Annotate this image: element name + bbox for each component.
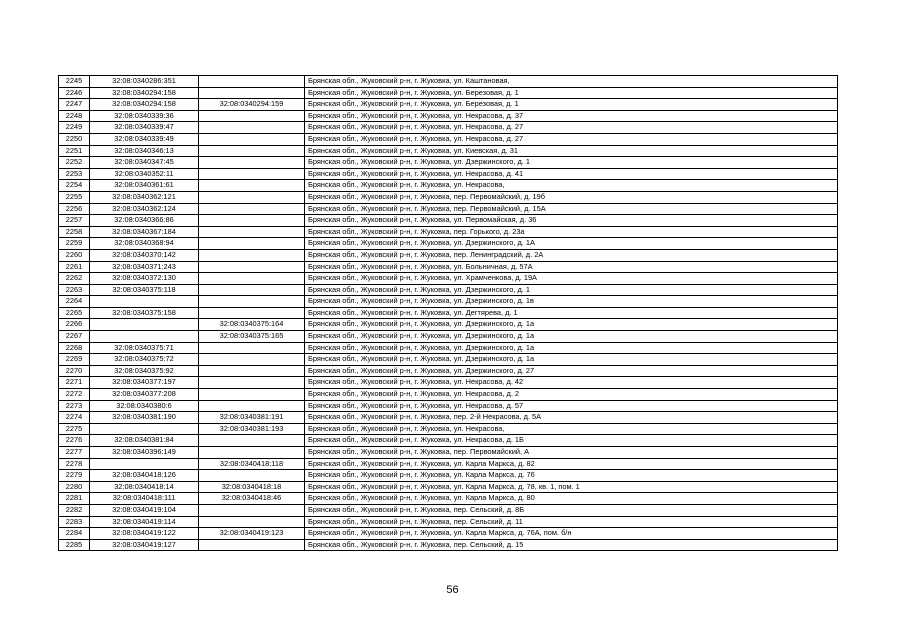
table-row [59, 412, 838, 424]
object-cadastral-number-cell [199, 307, 305, 319]
cadastral-number-cell: 32:08:0340286:351 [90, 76, 199, 88]
address-cell: Брянская обл., Жуковский р-н, г. Жуковка, ул. Некрасова, д. 27 [305, 122, 838, 134]
address-cell: Брянская обл., Жуковский р-н, г. Жуковка, ул. Некрасова, д. 37 [305, 110, 838, 122]
cadastral-number-cell: 32:08:0340362:121 [90, 191, 199, 203]
object-cadastral-number-cell [199, 215, 305, 227]
address-cell: Брянская обл., Жуковский р-н, г. Жуковка, ул. Киевская, д. 31 [305, 145, 838, 157]
address-cell: Брянская обл., Жуковский р-н, г. Жуковка, ул. Березовая, д. 1 [305, 99, 838, 111]
object-cadastral-number-cell: 32:08:0340418:118 [199, 458, 305, 470]
object-cadastral-number-cell [199, 516, 305, 528]
object-cadastral-number-cell [199, 504, 305, 516]
address-cell: Брянская обл., Жуковский р-н, г. Жуковка, ул. Дегтярева, д. 1 [305, 307, 838, 319]
row-number-cell: 2264 [59, 296, 90, 308]
row-number-cell: 2263 [59, 284, 90, 296]
cadastral-number-cell: 32:08:0340339:47 [90, 122, 199, 134]
table-row [59, 99, 838, 111]
address-cell: Брянская обл., Жуковский р-н, г. Жуковка, ул. Дзержинского, д. 1А [305, 238, 838, 250]
row-number-cell: 2261 [59, 261, 90, 273]
cadastral-number-cell [90, 296, 199, 308]
cadastral-number-cell: 32:08:0340377:197 [90, 377, 199, 389]
object-cadastral-number-cell [199, 400, 305, 412]
address-cell: Брянская обл., Жуковский р-н, г. Жуковка, пер. Первомайский, д. 15А [305, 203, 838, 215]
cadastral-number-cell [90, 423, 199, 435]
row-number-cell: 2246 [59, 87, 90, 99]
address-cell: Брянская обл., Жуковский р-н, г. Жуковка, ул. Дзержинского, д. 1 [305, 284, 838, 296]
registry-table-body [59, 76, 838, 551]
table-row [59, 261, 838, 273]
row-number-cell: 2273 [59, 400, 90, 412]
cadastral-number-cell [90, 458, 199, 470]
cadastral-number-cell: 32:08:0340419:114 [90, 516, 199, 528]
row-number-cell: 2252 [59, 157, 90, 169]
object-cadastral-number-cell [199, 273, 305, 285]
address-cell: Брянская обл., Жуковский р-н, г. Жуковка, ул. Некрасова, д. 2 [305, 389, 838, 401]
table-row [59, 191, 838, 203]
object-cadastral-number-cell [199, 238, 305, 250]
cadastral-number-cell: 32:08:0340346:13 [90, 145, 199, 157]
row-number-cell: 2278 [59, 458, 90, 470]
cadastral-number-cell: 32:08:0340370:142 [90, 249, 199, 261]
cadastral-number-cell: 32:08:0340381:84 [90, 435, 199, 447]
table-row [59, 389, 838, 401]
object-cadastral-number-cell [199, 296, 305, 308]
table-row [59, 307, 838, 319]
table-row [59, 203, 838, 215]
address-cell: Брянская обл., Жуковский р-н, г. Жуковка, ул. Дзержинского, д. 1 [305, 157, 838, 169]
address-cell: Брянская обл., Жуковский р-н, г. Жуковка, ул. Храмченкова, д. 19А [305, 273, 838, 285]
row-number-cell: 2282 [59, 504, 90, 516]
row-number-cell: 2247 [59, 99, 90, 111]
object-cadastral-number-cell: 32:08:0340419:123 [199, 528, 305, 540]
cadastral-number-cell [90, 331, 199, 343]
table-row [59, 157, 838, 169]
row-number-cell: 2284 [59, 528, 90, 540]
cadastral-number-cell: 32:08:0340419:104 [90, 504, 199, 516]
address-cell: Брянская обл., Жуковский р-н, г. Жуковка, ул. Карла Маркса, д. 82 [305, 458, 838, 470]
table-row [59, 249, 838, 261]
table-row [59, 180, 838, 192]
table-row [59, 377, 838, 389]
cadastral-number-cell: 32:08:0340367:184 [90, 226, 199, 238]
address-cell: Брянская обл., Жуковский р-н, г. Жуковка, ул. Карла Маркса, д. 76А, пом. б/н [305, 528, 838, 540]
table-row [59, 342, 838, 354]
object-cadastral-number-cell [199, 76, 305, 88]
object-cadastral-number-cell [199, 284, 305, 296]
table-row [59, 87, 838, 99]
row-number-cell: 2274 [59, 412, 90, 424]
address-cell: Брянская обл., Жуковский р-н, г. Жуковка, ул. Карла Маркса, д. 76 [305, 470, 838, 482]
cadastral-number-cell: 32:08:0340362:124 [90, 203, 199, 215]
row-number-cell: 2249 [59, 122, 90, 134]
object-cadastral-number-cell [199, 261, 305, 273]
address-cell: Брянская обл., Жуковский р-н, г. Жуковка, ул. Дзержинского, д. 1а [305, 342, 838, 354]
address-cell: Брянская обл., Жуковский р-н, г. Жуковка, пер. Первомайский, д. 19б [305, 191, 838, 203]
address-cell: Брянская обл., Жуковский р-н, г. Жуковка, ул. Некрасова, д. 41 [305, 168, 838, 180]
registry-table [58, 75, 838, 551]
cadastral-number-cell: 32:08:0340375:118 [90, 284, 199, 296]
table-row [59, 400, 838, 412]
cadastral-number-cell: 32:08:0340347:45 [90, 157, 199, 169]
cadastral-number-cell: 32:08:0340377:208 [90, 389, 199, 401]
cadastral-number-cell: 32:08:0340419:127 [90, 539, 199, 551]
table-row [59, 331, 838, 343]
address-cell: Брянская обл., Жуковский р-н, г. Жуковка, ул. Первомайская, д. 36 [305, 215, 838, 227]
row-number-cell: 2245 [59, 76, 90, 88]
row-number-cell: 2270 [59, 365, 90, 377]
table-row [59, 273, 838, 285]
table-row [59, 516, 838, 528]
table-row [59, 122, 838, 134]
address-cell: Брянская обл., Жуковский р-н, г. Жуковка, ул. Некрасова, д. 42 [305, 377, 838, 389]
object-cadastral-number-cell [199, 435, 305, 447]
object-cadastral-number-cell [199, 539, 305, 551]
row-number-cell: 2268 [59, 342, 90, 354]
object-cadastral-number-cell [199, 377, 305, 389]
address-cell: Брянская обл., Жуковский р-н, г. Жуковка, ул. Некрасова, д. 57 [305, 400, 838, 412]
row-number-cell: 2262 [59, 273, 90, 285]
cadastral-number-cell: 32:08:0340419:122 [90, 528, 199, 540]
table-row [59, 238, 838, 250]
table-row [59, 226, 838, 238]
row-number-cell: 2253 [59, 168, 90, 180]
address-cell: Брянская обл., Жуковский р-н, г. Жуковка, ул. Карла Маркса, д. 80 [305, 493, 838, 505]
row-number-cell: 2251 [59, 145, 90, 157]
row-number-cell: 2266 [59, 319, 90, 331]
object-cadastral-number-cell [199, 180, 305, 192]
address-cell: Брянская обл., Жуковский р-н, г. Жуковка, ул. Больничная, д. 57А [305, 261, 838, 273]
table-row [59, 365, 838, 377]
cadastral-number-cell: 32:08:0340418:111 [90, 493, 199, 505]
cadastral-number-cell: 32:08:0340375:92 [90, 365, 199, 377]
row-number-cell: 2271 [59, 377, 90, 389]
address-cell: Брянская обл., Жуковский р-н, г. Жуковка, ул. Карла Маркса, д. 78, кв. 1, пом. 1 [305, 481, 838, 493]
address-cell: Брянская обл., Жуковский р-н, г. Жуковка, ул. Дзержинского, д. 1а [305, 354, 838, 366]
row-number-cell: 2275 [59, 423, 90, 435]
address-cell: Брянская обл., Жуковский р-н, г. Жуковка, ул. Дзержинского, д. 1а [305, 319, 838, 331]
object-cadastral-number-cell: 32:08:0340381:193 [199, 423, 305, 435]
object-cadastral-number-cell [199, 191, 305, 203]
row-number-cell: 2269 [59, 354, 90, 366]
address-cell: Брянская обл., Жуковский р-н, г. Жуковка, пер. 2-й Некрасова, д. 5А [305, 412, 838, 424]
cadastral-number-cell: 32:08:0340368:94 [90, 238, 199, 250]
table-row [59, 145, 838, 157]
cadastral-number-cell: 32:08:0340294:158 [90, 87, 199, 99]
object-cadastral-number-cell [199, 87, 305, 99]
table-row [59, 133, 838, 145]
table-row [59, 493, 838, 505]
row-number-cell: 2254 [59, 180, 90, 192]
row-number-cell: 2276 [59, 435, 90, 447]
table-row [59, 447, 838, 459]
cadastral-number-cell: 32:08:0340371:243 [90, 261, 199, 273]
address-cell: Брянская обл., Жуковский р-н, г. Жуковка, пер. Первомайский, А [305, 447, 838, 459]
row-number-cell: 2255 [59, 191, 90, 203]
row-number-cell: 2285 [59, 539, 90, 551]
table-row [59, 470, 838, 482]
object-cadastral-number-cell: 32:08:0340381:191 [199, 412, 305, 424]
table-row [59, 539, 838, 551]
object-cadastral-number-cell: 32:08:0340418:18 [199, 481, 305, 493]
object-cadastral-number-cell [199, 226, 305, 238]
object-cadastral-number-cell [199, 470, 305, 482]
cadastral-number-cell [90, 319, 199, 331]
table-row [59, 435, 838, 447]
cadastral-number-cell: 32:08:0340366:86 [90, 215, 199, 227]
object-cadastral-number-cell [199, 249, 305, 261]
row-number-cell: 2250 [59, 133, 90, 145]
table-row [59, 215, 838, 227]
object-cadastral-number-cell: 32:08:0340375:165 [199, 331, 305, 343]
object-cadastral-number-cell [199, 203, 305, 215]
row-number-cell: 2280 [59, 481, 90, 493]
object-cadastral-number-cell [199, 133, 305, 145]
object-cadastral-number-cell: 32:08:0340375:164 [199, 319, 305, 331]
object-cadastral-number-cell [199, 447, 305, 459]
address-cell: Брянская обл., Жуковский р-н, г. Жуковка, ул. Некрасова, [305, 423, 838, 435]
table-row [59, 481, 838, 493]
table-row [59, 168, 838, 180]
table-row [59, 76, 838, 88]
table-row [59, 528, 838, 540]
address-cell: Брянская обл., Жуковский р-н, г. Жуковка, ул. Дзержинского, д. 1а [305, 331, 838, 343]
object-cadastral-number-cell: 32:08:0340418:46 [199, 493, 305, 505]
cadastral-number-cell: 32:08:0340375:71 [90, 342, 199, 354]
address-cell: Брянская обл., Жуковский р-н, г. Жуковка, ул. Некрасова, д. 1Б [305, 435, 838, 447]
row-number-cell: 2260 [59, 249, 90, 261]
row-number-cell: 2281 [59, 493, 90, 505]
row-number-cell: 2258 [59, 226, 90, 238]
object-cadastral-number-cell [199, 168, 305, 180]
cadastral-number-cell: 32:08:0340380:6 [90, 400, 199, 412]
table-row [59, 458, 838, 470]
table-row [59, 504, 838, 516]
object-cadastral-number-cell [199, 122, 305, 134]
cadastral-number-cell: 32:08:0340375:158 [90, 307, 199, 319]
row-number-cell: 2277 [59, 447, 90, 459]
cadastral-number-cell: 32:08:0340418:126 [90, 470, 199, 482]
row-number-cell: 2248 [59, 110, 90, 122]
address-cell: Брянская обл., Жуковский р-н, г. Жуковка, пер. Сельский, д. 11 [305, 516, 838, 528]
table-row [59, 110, 838, 122]
table-row [59, 354, 838, 366]
row-number-cell: 2259 [59, 238, 90, 250]
table-row [59, 296, 838, 308]
row-number-cell: 2267 [59, 331, 90, 343]
row-number-cell: 2256 [59, 203, 90, 215]
address-cell: Брянская обл., Жуковский р-н, г. Жуковка, пер. Ленинградский, д. 2А [305, 249, 838, 261]
table-row [59, 319, 838, 331]
address-cell: Брянская обл., Жуковский р-н, г. Жуковка, пер. Сельский, д. 8Б [305, 504, 838, 516]
cadastral-number-cell: 32:08:0340294:158 [90, 99, 199, 111]
cadastral-number-cell: 32:08:0340352:11 [90, 168, 199, 180]
object-cadastral-number-cell [199, 157, 305, 169]
table-row [59, 423, 838, 435]
object-cadastral-number-cell [199, 389, 305, 401]
page-number: 56 [446, 584, 459, 596]
row-number-cell: 2279 [59, 470, 90, 482]
row-number-cell: 2265 [59, 307, 90, 319]
row-number-cell: 2283 [59, 516, 90, 528]
cadastral-number-cell: 32:08:0340375:72 [90, 354, 199, 366]
cadastral-number-cell: 32:08:0340339:49 [90, 133, 199, 145]
object-cadastral-number-cell [199, 354, 305, 366]
object-cadastral-number-cell: 32:08:0340294:159 [199, 99, 305, 111]
object-cadastral-number-cell [199, 110, 305, 122]
address-cell: Брянская обл., Жуковский р-н, г. Жуковка, пер. Сельский, д. 15 [305, 539, 838, 551]
object-cadastral-number-cell [199, 145, 305, 157]
cadastral-number-cell: 32:08:0340396:149 [90, 447, 199, 459]
address-cell: Брянская обл., Жуковский р-н, г. Жуковка, пер. Горького, д. 23а [305, 226, 838, 238]
row-number-cell: 2272 [59, 389, 90, 401]
address-cell: Брянская обл., Жуковский р-н, г. Жуковка, ул. Каштановая, [305, 76, 838, 88]
cadastral-number-cell: 32:08:0340418:14 [90, 481, 199, 493]
address-cell: Брянская обл., Жуковский р-н, г. Жуковка, ул. Некрасова, [305, 180, 838, 192]
address-cell: Брянская обл., Жуковский р-н, г. Жуковка, ул. Дзержинского, д. 1в [305, 296, 838, 308]
cadastral-number-cell: 32:08:0340361:61 [90, 180, 199, 192]
object-cadastral-number-cell [199, 342, 305, 354]
cadastral-number-cell: 32:08:0340372:130 [90, 273, 199, 285]
row-number-cell: 2257 [59, 215, 90, 227]
address-cell: Брянская обл., Жуковский р-н, г. Жуковка, ул. Дзержинского, д. 27 [305, 365, 838, 377]
object-cadastral-number-cell [199, 365, 305, 377]
cadastral-number-cell: 32:08:0340339:36 [90, 110, 199, 122]
cadastral-number-cell: 32:08:0340381:190 [90, 412, 199, 424]
address-cell: Брянская обл., Жуковский р-н, г. Жуковка, ул. Некрасова, д. 27 [305, 133, 838, 145]
table-row [59, 284, 838, 296]
address-cell: Брянская обл., Жуковский р-н, г. Жуковка, ул. Березовая, д. 1 [305, 87, 838, 99]
